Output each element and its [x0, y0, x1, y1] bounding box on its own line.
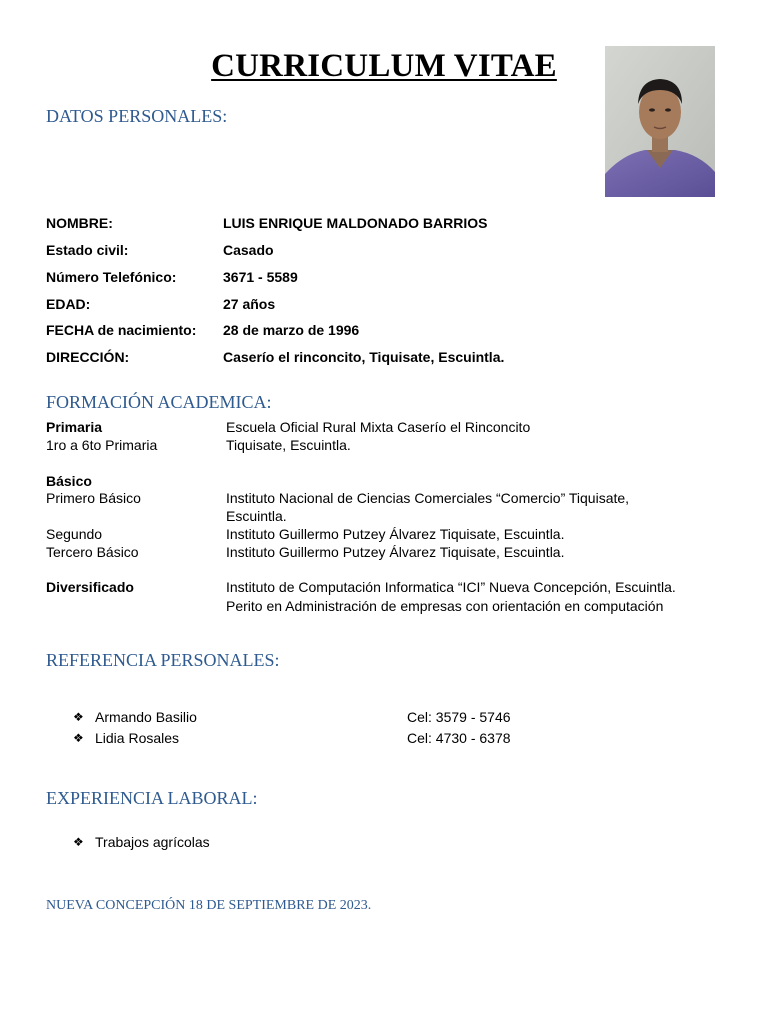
experience-text: Trabajos agrícolas — [95, 834, 210, 850]
value-name: LUIS ENRIQUE MALDONADO BARRIOS — [223, 215, 488, 231]
edu-primaria-label: Primaria — [46, 419, 103, 435]
portrait-image — [605, 46, 715, 197]
reference-name: Armando Basilio — [95, 709, 197, 725]
edu-primero-school-line1: Instituto Nacional de Ciencias Comerciales “Comercio” Tiquisate, — [226, 490, 630, 506]
edu-primero-school-line2: Escuintla. — [226, 508, 287, 524]
edu-segundo-school: Instituto Guillermo Putzey Álvarez Tiquisate, Escuintla. — [226, 526, 565, 542]
value-age: 27 años — [223, 296, 276, 312]
label-address: DIRECCIÓN: — [46, 349, 130, 365]
section-heading-references: REFERENCIA PERSONALES: — [46, 650, 280, 670]
value-address: Caserío el rinconcito, Tiquisate, Escuintla. — [223, 349, 505, 365]
section-heading-experience: EXPERIENCIA LABORAL: — [46, 788, 258, 808]
section-heading-personal: DATOS PERSONALES: — [46, 106, 228, 126]
reference-name: Lidia Rosales — [95, 730, 180, 746]
label-age: EDAD: — [46, 296, 91, 312]
footer-place-date: NUEVA CONCEPCIÓN 18 DE SEPTIEMBRE DE 2023. — [46, 898, 372, 913]
diamond-bullet-icon: ❖ — [73, 835, 84, 849]
value-birthdate: 28 de marzo de 1996 — [223, 322, 360, 338]
profile-photo — [605, 46, 715, 197]
label-name: NOMBRE: — [46, 215, 113, 231]
edu-diversificado-school: Instituto de Computación Informatica “ICI” Nueva Concepción, Escuintla. — [226, 579, 676, 595]
reference-phone: Cel: 4730 - 6378 — [407, 730, 511, 746]
diamond-bullet-icon: ❖ — [73, 731, 84, 745]
edu-primaria-grades: 1ro a 6to Primaria — [46, 437, 158, 453]
diamond-bullet-icon: ❖ — [73, 710, 84, 724]
value-phone: 3671 - 5589 — [223, 269, 298, 285]
reference-phone: Cel: 3579 - 5746 — [407, 709, 511, 725]
edu-segundo-label: Segundo — [46, 526, 103, 542]
edu-basico-label: Básico — [46, 473, 92, 489]
title-text: CURRICULUM VITAE — [211, 48, 557, 84]
edu-primaria-school: Escuela Oficial Rural Mixta Caserío el Rinconcito — [226, 419, 531, 435]
value-marital-status: Casado — [223, 242, 274, 258]
edu-diversificado-label: Diversificado — [46, 579, 134, 595]
edu-primero-label: Primero Básico — [46, 490, 141, 506]
edu-tercero-school: Instituto Guillermo Putzey Álvarez Tiquisate, Escuintla. — [226, 544, 565, 560]
label-phone: Número Telefónico: — [46, 269, 177, 285]
edu-tercero-label: Tercero Básico — [46, 544, 139, 560]
edu-diversificado-degree: Perito en Administración de empresas con orientación en computación — [226, 598, 664, 614]
label-birthdate: FECHA de nacimiento: — [46, 322, 197, 338]
section-heading-education: FORMACIÓN ACADEMICA: — [46, 392, 272, 412]
edu-primaria-place: Tiquisate, Escuintla. — [226, 437, 351, 453]
label-marital-status: Estado civil: — [46, 242, 129, 258]
